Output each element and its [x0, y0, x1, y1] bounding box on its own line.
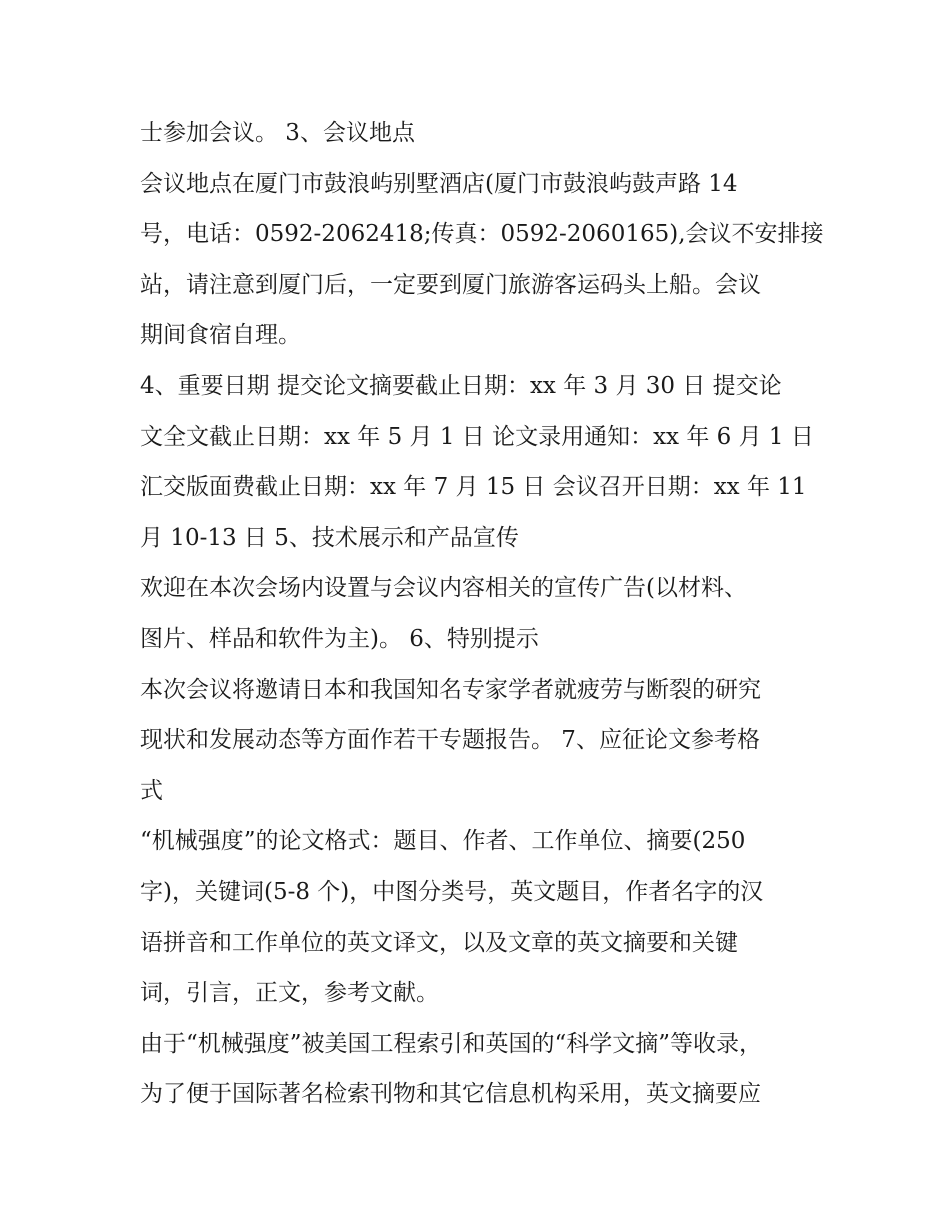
text-line: 现状和发展动态等方面作若干专题报告。 7、应征论文参考格 — [140, 727, 760, 754]
text-line: 会议地点在厦门市鼓浪屿别墅酒店(厦门市鼓浪屿鼓声路 14 — [140, 170, 738, 197]
text-line: 欢迎在本次会场内设置与会议内容相关的宣传广告(以材料、 — [140, 575, 747, 602]
text-line: 式 — [140, 777, 163, 804]
text-line: 为了便于国际著名检索刊物和其它信息机构采用，英文摘要应 — [140, 1081, 761, 1108]
text-line: 站，请注意到厦门后，一定要到厦门旅游客运码头上船。会议 — [140, 271, 761, 298]
text-line: 图片、样品和软件为主)。 6、特别提示 — [140, 625, 539, 652]
text-line: 语拼音和工作单位的英文译文，以及文章的英文摘要和关键 — [140, 929, 738, 956]
text-line: 士参加会议。 3、会议地点 — [140, 120, 415, 146]
text-line: 汇交版面费截止日期：xx 年 7 月 15 日 会议召开日期：xx 年 11 — [140, 474, 807, 501]
text-line: 字)，关键词(5-8 个)，中图分类号，英文题目，作者名字的汉 — [140, 878, 764, 905]
text-line: 词，引言，正文，参考文献。 — [140, 980, 439, 1007]
text-line: 4、重要日期 提交论文摘要截止日期：xx 年 3 月 30 日 提交论 — [140, 372, 782, 399]
text-line: “机械强度”的论文格式：题目、作者、工作单位、摘要(250 — [140, 828, 746, 855]
text-line: 文全文截止日期：xx 年 5 月 1 日 论文录用通知：xx 年 6 月 1 日 — [140, 423, 814, 450]
text-line: 月 10-13 日 5、技术展示和产品宣传 — [140, 524, 519, 551]
text-line: 期间食宿自理。 — [140, 322, 301, 349]
text-line: 本次会议将邀请日本和我国知名专家学者就疲劳与断裂的研究 — [140, 676, 761, 703]
document-body — [140, 108, 830, 1120]
text-line: 号，电话：0592-2062418;传真：0592-2060165),会议不安排接 — [140, 221, 824, 248]
text-line: 由于“机械强度”被美国工程索引和英国的“科学文摘”等收录， — [140, 1030, 763, 1057]
